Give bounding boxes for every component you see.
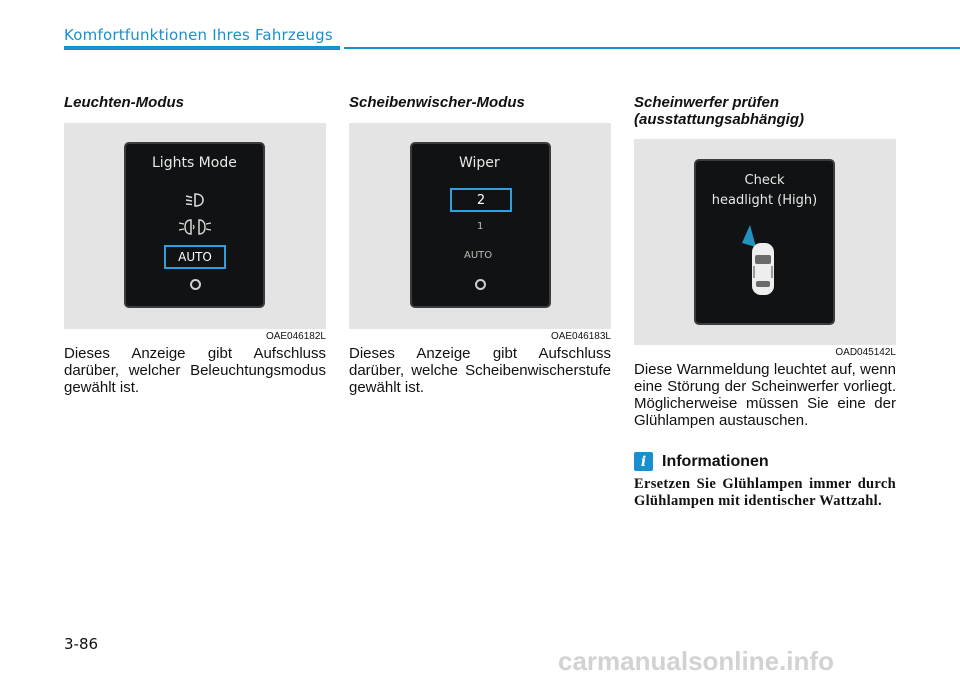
image-code: OAE046183L bbox=[550, 331, 611, 342]
header-accent-bar bbox=[64, 46, 340, 50]
image-code: OAD045142L bbox=[835, 347, 896, 358]
info-header bbox=[634, 452, 896, 471]
warning-line-1: Check bbox=[744, 173, 785, 188]
watermark: carmanualsonline.info bbox=[558, 646, 834, 676]
section-wiper-mode bbox=[349, 94, 611, 396]
info-text: Ersetzen Sie Glühlampen immer durch Glühlampen mit identischer Wattzahl. bbox=[634, 476, 896, 509]
cluster-screen bbox=[694, 159, 835, 325]
dial-circle-icon bbox=[475, 279, 486, 290]
warning-line-2: headlight (High) bbox=[711, 193, 818, 208]
low-beam-icon bbox=[183, 192, 207, 208]
header-title: Komfortfunktionen Ihres Fahrzeugs bbox=[64, 26, 333, 44]
image-code: OAE046182L bbox=[265, 331, 326, 342]
page-number: 3-86 bbox=[64, 635, 99, 653]
section-title: Scheinwerfer prüfen (ausstattungsabhängig) bbox=[634, 94, 805, 128]
cluster-screen bbox=[124, 142, 265, 308]
front-fog-icon bbox=[179, 218, 211, 236]
screen-heading: Wiper bbox=[459, 155, 500, 171]
section-body: Dieses Anzeige gibt Aufschluss darüber, welche Scheibenwischerstufe gewählt ist. bbox=[349, 345, 611, 396]
wiper-option-1: 1 bbox=[477, 221, 484, 232]
section-body: Dieses Anzeige gibt Aufschluss darüber, welcher Beleuchtungsmodus gewählt ist. bbox=[64, 345, 326, 396]
car-top-view-icon bbox=[732, 221, 792, 317]
check-headlight-figure bbox=[634, 139, 896, 345]
screen-heading: Lights Mode bbox=[152, 155, 237, 171]
wiper-option-auto: AUTO bbox=[464, 250, 493, 261]
section-title: Leuchten-Modus bbox=[64, 94, 184, 111]
cluster-screen bbox=[410, 142, 551, 308]
wiper-mode-figure bbox=[349, 123, 611, 329]
selected-wiper-box: 2 bbox=[450, 188, 512, 212]
section-body: Diese Warnmeldung leuchtet auf, wenn eine Störung der Scheinwerfer vorliegt. Möglicherweise müssen Sie eine der Glühlampen austauschen. bbox=[634, 361, 896, 429]
header-rule bbox=[344, 47, 960, 49]
selected-mode-box: AUTO bbox=[164, 245, 226, 269]
info-icon: i bbox=[634, 452, 653, 471]
lights-mode-figure bbox=[64, 123, 326, 329]
section-lights-mode bbox=[64, 94, 326, 396]
section-title: Scheibenwischer-Modus bbox=[349, 94, 525, 111]
info-title: Informationen bbox=[662, 452, 769, 470]
section-check-headlight bbox=[634, 94, 896, 510]
dial-circle-icon bbox=[190, 279, 201, 290]
